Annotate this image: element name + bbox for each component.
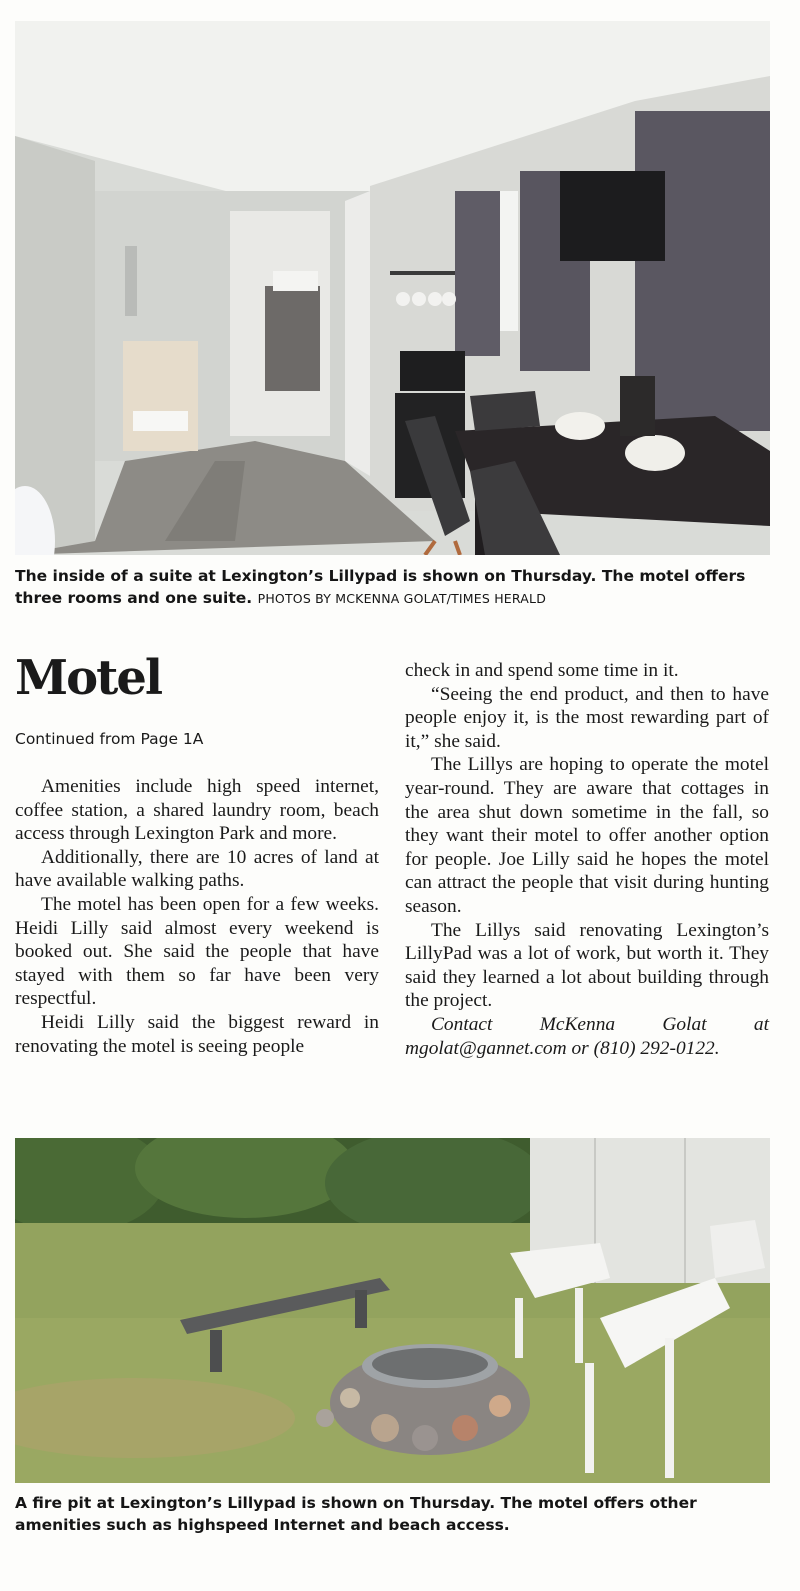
paragraph-continuation: check in and spend some time in it.: [405, 660, 679, 681]
article-right-column: [405, 659, 769, 1060]
paragraph: Amenities include high speed internet, coffee station, a shared laundry room, beach access through Lexington Park and more.: [15, 776, 379, 845]
paragraph: The motel has been open for a few weeks. Heidi Lilly said almost every weekend is booked out. She said the people that have stayed with them so far have been very respectful.: [15, 893, 379, 1010]
bottom-caption-text: A fire pit at Lexington’s Lillypad is shown on Thursday. The motel offers other amenities such as highspeed Internet and beach access.: [15, 1494, 697, 1534]
paragraph: The Lillys are hoping to operate the motel year-round. They are aware that cottages in the area shut down sometime in the fall, so they want their motel to offer another option for people. Joe Lilly said he hopes the motel can attract the people that visit during hunting season.: [405, 754, 769, 917]
top-caption-text: The inside of a suite at Lexington’s Lillypad is shown on Thursday. The motel offers three rooms and one suite.: [15, 567, 746, 607]
top-photo-caption: [15, 565, 775, 610]
paragraph: Heidi Lilly said the biggest reward in renovating the motel is seeing people: [15, 1011, 379, 1057]
photo-credit: PHOTOS BY MCKENNA GOLAT/TIMES HERALD: [257, 591, 547, 606]
paragraph: The Lillys said renovating Lexington’s LillyPad was a lot of work, but worth it. They said they learned a lot about building through the project.: [405, 919, 769, 1012]
suite-interior-photo: [15, 21, 770, 555]
paragraph: “Seeing the end product, and then to have people enjoy it, is the most rewarding part of it,” she said.: [405, 683, 769, 752]
author-contact: Contact McKenna Golat at mgolat@gannet.com or (810) 292-0122.: [405, 1013, 769, 1059]
jump-line: Continued from Page 1A: [15, 730, 204, 748]
bottom-photo-caption: [15, 1492, 775, 1536]
article-left-column: [15, 775, 379, 1058]
paragraph: Additionally, there are 10 acres of land at have available walking paths.: [15, 846, 379, 892]
fire-pit-photo: [15, 1138, 770, 1483]
article-headline: Motel: [15, 650, 162, 706]
